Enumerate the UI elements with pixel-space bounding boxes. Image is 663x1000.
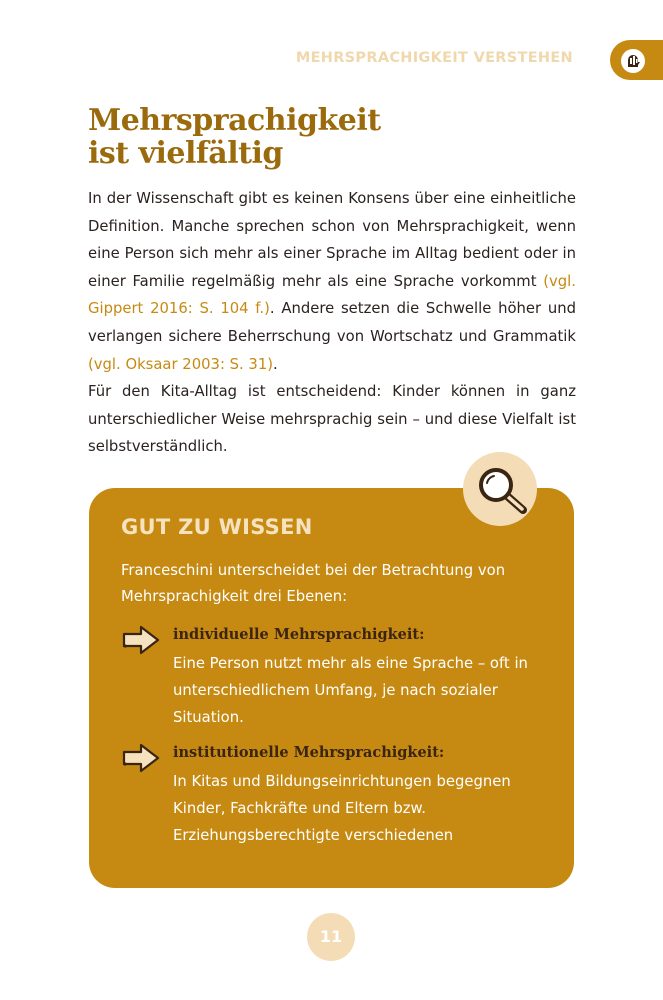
magnifier-icon xyxy=(463,452,537,526)
arrow-right-icon xyxy=(121,624,161,656)
info-box xyxy=(89,488,574,888)
level-description: Eine Person nutzt mehr als eine Sprache – oft in unterschiedlichem Umfang, je nach sozialer Situation. xyxy=(173,655,528,726)
running-head: MEHRSPRACHIGKEIT VERSTEHEN xyxy=(295,50,573,66)
page-title xyxy=(88,104,381,170)
info-box-intro: Franceschini unterscheidet bei der Betrachtung von Mehrsprachigkeit drei Ebenen: xyxy=(121,562,506,605)
level-heading: individuelle Mehrsprachigkeit: xyxy=(173,626,425,643)
page-number: 11 xyxy=(307,913,355,961)
citation-gippert: (vgl. Gippert 2016: S. 104 f.) xyxy=(88,272,576,318)
magnifier-badge xyxy=(463,452,537,526)
body-text xyxy=(88,185,576,461)
paragraph-kita: Für den Kita-Alltag ist entscheidend: Kinder können in ganz unterschiedlicher Weise mehrsprachig sein – und diese Vielfalt ist selbstverständlich. xyxy=(88,383,576,456)
title-line-1: Mehrsprachigkeit xyxy=(88,103,381,138)
paragraph-text: In der Wissenschaft gibt es keinen Konsens über eine einheitliche Definition. Manche sprechen schon von Mehrsprachigkeit, wenn eine Person sich mehr als einer Sprache im Alltag bedient oder in einer Familie regelmäßig mehr als eine Sprache vorkommt xyxy=(88,190,576,290)
title-line-2: ist vielfältig xyxy=(88,136,283,171)
level-description: In Kitas und Bildungseinrichtungen begegnen Kinder, Fachkräfte und Eltern bzw. Erziehungsberechtigte verschiedenen xyxy=(173,773,511,844)
paragraph-text: . xyxy=(273,355,278,373)
info-box-title: GUT ZU WISSEN xyxy=(121,515,313,539)
chapter-tab xyxy=(610,40,663,80)
paragraph-text: . Andere setzen die Schwelle höher und verlangen sichere Beherrschung von Wortschatz und Grammatik xyxy=(88,300,576,345)
arrow-right-icon xyxy=(121,742,161,774)
paragraph-definition xyxy=(88,185,576,378)
citation-oksaar: (vgl. Oksaar 2003: S. 31) xyxy=(88,355,274,373)
speech-head-icon xyxy=(620,48,646,74)
level-heading: institutionelle Mehrsprachigkeit: xyxy=(173,744,445,761)
